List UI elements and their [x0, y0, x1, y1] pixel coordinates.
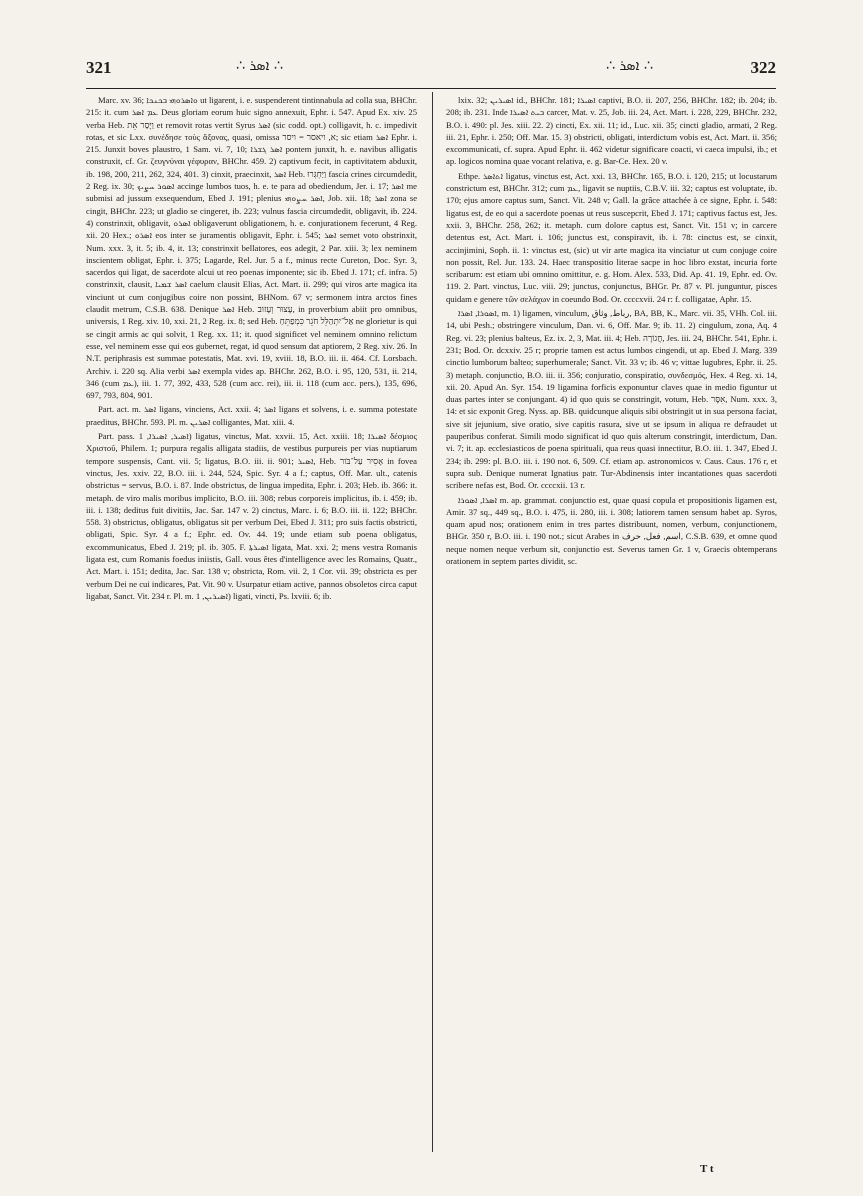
entry-paragraph: ܐܣܪܐ, ܐܣܘܪܐ m. ap. grammat. conjunctio est, quae quasi copula et propositionis ligamen est, Amir. 37 sq., 449 sq., B.O. i. 475, ii. 280, iii. i. 308; latiorem tamen sensum habet ap. Syros, quam apud nos; orationem enim in tres partes distribuunt, nomen, verbum, conjunctionem, BHGr. 350 r, B.O. iii. i. 190 not.; sicut Arabes in اسم, فعل, حرف, C.S.B. 639, et omne quod neque nomen neque verbum sit, conjunctio est. Severus tamen Gr. 1 v, Graecis obtemperans orationem in septem partes dividit, sc. — [446, 494, 777, 566]
header-rule — [86, 88, 776, 89]
entry-paragraph: Part. act. m. ܐܣܪ ligans, vinciens, Act. xxii. 4; ܐܣܪ ligans et solvens, i. e. summa potestate praeditus, BHChr. 593. Pl. m. ܐܣܪܝܢ colligantes, Mat. xiii. 4. — [86, 404, 417, 427]
column-divider — [432, 92, 433, 1152]
entry-paragraph: Part. pass. ܐܣܝܪ, ܐܣܝܪܐ, 1) ligatus, vinctus, Mat. xxvii. 15, Act. xxiii. 18; ܐܣܝܪܐ δέσμιος Χριστοῦ, Philem. 1; purpura regalis alligata stadiis, de vestibus purpureis per vias nuptiarum tempore suspensis, Cant. vii. 5; ligatus, B.O. iii. ii. 901; ܐܣܝܪ, Heb. אָסִיר עַל־בֹּור in fovea vinctus, Jes. xxiv. 22, B.O. iii. i. 244, 524, Spic. Syr. 4 a f.; captus, Off. Mar. ult., catenis obstrictus = servus, B.O. i. 87. Inde obstrictus, de lingua impedita, Ephr. i. 203; Heb. ib. 366: it. metaph. de viro malis moribus implicito, B.O. iii. 308; rebus corporeis implicitus, ib. i. 459; ib. iii. i. 138; deditus fuit divitiis, Jac. Sar. 147 v. 2) cinctus, Marc. i. 6; B.O. iii. ii. 122; BHChr. 558. 3) obstrictus, obligatus, obligatus sit per verbum Dei, Ebed J. 311; pro suis factis obstricti, obligati, Spic. Syr. 4 a f.; Ephr. ed. Ov. 44. 19; unde etiam sub poena obligatus, excommunicatus, Ebed J. 219; pl. ib. 305. F. ܐܣܝܪܬܐ ligata, Mat. xxi. 2; mens vestra Romanis ligata est, cum Romanis foedus iniistis, Gall. vous êtes d'intelligence avec les Romains, Quatr., Act. Mart. i. 151; dedita, Jac. Sar. 138 v; obstricta, Rom. vii. 2, 1 Cor. vii. 39; obstricta es per verbum Dei ne cui indicares, Pat. Vit. 90 v. Usurpatur etiam active, pannos obsoletos circa caput ligabat, Sanct. Vit. 234 r. Pl. m. ܐܣܝܪܝܢ, 1) ligati, vincti, Ps. lxviii. 6; ib. — [86, 431, 417, 601]
running-head-right: ∴ ܐܣܪ ∴ — [606, 58, 653, 74]
signature-mark: T t — [700, 1163, 714, 1175]
right-column — [446, 94, 777, 1169]
page-header — [86, 52, 776, 82]
entry-paragraph: lxix. 32; ܐܣܝܪܝܢ id., BHChr. 181; ܐܣܝܪܐ captivi, B.O. ii. 207, 256, BHChr. 182; ib. 204; ib. 208; ib. 231. Inde ܒܝܬ ܐܣܝܪܐ carcer, Mat. v. 25, Job. iii. 24, Act. Mart. i. 228, 229, BHChr. 232, B.O. i. 490: pl. Jes. xiii. 22. 2) cincti, Ex. xii. 11; id., Luc. xii. 35; cincti gladio, armati, 2 Reg. iii. 21, Ephr. i. 250; Off. Mar. 15. 3) obstricti, obligati, interdictum vobis est, Act. Mart. ii. 356; excommunicati, cf. supra. Apud Ephr. ii. 462 videtur significare coacti, vi caeca impulsi, ib.; et ap. logicos nomina quae vocant relativa, e. g. Bar-Ce. Hex. 20 v. — [446, 95, 777, 167]
entry-paragraph: Marc. xv. 36; ܘܐܣܪܘܗܝ ܒܟܢܟܐ ut ligarent, i. e. suspenderent tintinnabula ad colla sua, BHChr. 215: it. cum ܥܡ ܐܣܪ Deus gloriam eorum huic signo annexuit, Ephr. i. 547. Apud Ex. xiv. 25 verba Heb. וַיָּסַר אֵת et removit rotas vertit Syrus ܐܣܪ (sic codd. opt.) colligavit, h. c. impedivit rotas, et sic Lxx. συνέδησε τοὺς ἄξονας, quasi, omissa א, ויאסר = ויסר; sic etiam ܐܣܪ Ephr. i. 215. Junxit boves plaustro, 1 Sam. vi. 7, 10; ܐܣܪ ܓܫܪܐ pontem junxit, h. e. navibus alligatis construxit, cf. Gr. ζευγνύναι γέφυραν, BHChr. 459. 2) captivum fecit, in captivitatem abduxit, ib. 198, 200, 211, 262, 324, 401. 3) cinxit, praecinxit, ܐܣܪ Heb. וַיַּחְגְּרוּ fascia crines circumdedit, 2 Reg. ix. 30; ܐܣܘܪ ܚܨܝܟ accinge lumbos tuos, h. e. te para ad obediendum, Jer. i. 17; ܐܣܪ me submisi ad jussum exsequendum, Ebed J. 191; plenius ܐܣܪ ܚܨܘܗܝ, Job. xii. 18; ܐܣܪ zona se cingit, BHChr. 223; ut gladio se cingeret, ib. 223; vulnus fascia circumdedit, obligavit, ib. 224. 4) constrinxit, obligavit, ܐܣܪܘ obligaverunt obligationem, h. e. conjurationem fecerunt, 4 Reg. xii. 20 Hex.; ܐܣܪܘ eos inter se juramentis obligavit, Ephr. i. 545; ܐܣܪ semet voto obstrinxit, Num. xxx. 3, it. 5; ib. 4, it. 13; constrinxit bellatores, eos adegit, 2 Par. xiii. 3; lex neminem inscientem obligat, Ephr. i. 375; Lagarde, Rel. Jur. 5 a f., minus recte Cureton, Doc. Syr. 3, sacerdos qui ligat, de sacerdote alcui ut reo poenas imponente; sic ib. Ebed J. 171; cf. infra. 5) constrinxit, clausit, ܐܣܪ ܫܡܝܐ caelum clausit Elias, Act. Mart. ii. 299; qui viros arte magica ita vinciunt ut cum conjugibus coire non possint, BHNom. 67 v; sermonem intra arctos fines claudit metrum, C.S.B. 638. Denique ܐܣܪ Heb. עָצוּר וְעָזוּב, in proverbium abiit pro omnibus, universis, 1 Reg. xiv. 10, xxi. 21, 2 Reg. ix. 8; sed Heb. אַל־יִתְהַלֵּל חֹגֵר כִּמְפַתֵּחַ ne glorietur is qui se cingit armis ac qui solvit, 1 Reg. xx. 11; it. quod significet vel neminem omnino relictum esse, vel neminem esse qui eos gubernet, regat, id quod sensum dat aptiorem, 2 Reg. xiv. 26. In N.T. periphrasis est summae potestatis, Mat. xvi. 19, xviii. 18, B.O. iii. ii. 464. Cf. Lorsbach. Archiv. i. 220 sq. Alia verbi ܐܣܪ exempla vides ap. BHChr. 262, B.O. i. 95, 120, 531, ii. 214, 346 (cum ܥܡ), iii. 1. 77, 392, 433, 528 (cum acc. rei), iii. ii. 118 (cum acc. pers.), 135, 696, 697, 793, 804, 901. — [86, 95, 417, 401]
left-page-number: 321 — [86, 58, 112, 77]
entry-paragraph: ܐܣܘܪܐ, ܐܣܪܐ, m. 1) ligamen, vinculum, رباط, وثاق, BA, BB, K., Marc. vii. 35, VHh. Col. iii. 14, ubi Pesh.; obstringere vinculum, Dan. vi. 6, Off. Mar. 9; ib. 11. 2) cingulum, zona, Aq. 4 Reg. vi. 23; plenius balteus, Ez. ix. 2, 3, Mat. iii. 4; Heb. חֲגוֹרָה, Jes. iii. 24, BHChr. 541, Ephr. i. 231; Bod. Or. dcxxiv. 25 r; proprie tamen est actus lumbos cingendi, ut ap. Ebed J. Marg. 339 cinctio lumborum balteo; superhumerale; Sanct. Vit. 33 v; ib. 46 v; vittae lugubres, Ephr. ii. 25. 3) metaph. conjunctio, B.O. iii. ii. 356; conjuratio, conspiratio, συνδεσμός, Hex. 4 Reg. xi. 14, xii. 20. Apud An. Syr. 154. 19 ligamina forficis exponuntur claves quae in medio figuntur ut duas partes inter se conjungant. 4) id quo quis se constringit, votum, Heb. אִסָּר, Num. xxx. 3, 14: et sic exponit Greg. Nyss. ap. BB. quidcunque aliquis sibi obstringit ut in sua persona faciat, sive sit jejunium, sive oratio, sive capitis rasura, sive ut se ipsum in aliqua re defraudet ut pauperibus conferat. Simili modo significat id quo quis alterum constringit, interdictum, Dan. vi. 7; it. ap. ecclesiasticos de poena spirituali, qua reus quasi innectitur, B.O. iii. 1. 347, Ebed J. 234; ib. 299: pl. B.O. iii. i. 190 not. 6, 509. Cf. etiam ap. astronomicos v. Caus. Caus. 176 r, et supra sub. Denique numerat Ignatius patr. Tur-Abdinensis inter incantationes quas sacerdoti scribere nefas est, Bod. Or. ccccxii. 13 r. — [446, 308, 777, 491]
running-head-left: ∴ ܐܣܪ ∴ — [236, 58, 283, 74]
entry-paragraph: Ethpe. ܐܬܐܣܪ ligatus, vinctus est, Act. xxi. 13, BHChr. 165, B.O. i. 120, 215; ut locustarum constrictum est, BHChr. 312; cum ܥܡ, ligavit se nuptiis, C.B.V. iii. 32; captus est voluptate, ib. 170; ejus amore captus sum, Sanct. Vit. 248 v; Gall. la grâce attachée à ce signe, Ephr. i. 548: ligatus est, de eo qui a sacerdote poenas ut reus suscepcrit, Ebed J. 171; captivus factus est, Jes. xxii. 3, BHChr. 258, 262; it. metaph. cum dolore captus est, Sanct. Vit. 151 v; in carcere detentus est, Act. Mart. i. 106; junctus est, conspiravit, ib. i. 78: cinctus est, se cinxit, accinjimini, Soph. ii. 1: vinctus est, (sic) ut vir arte magica ita vinciatur ut cum conjuge coire non possit, Rel. Jur. 133. 24. Haec transpositio literae sacpe in hoc libro exstat, incuria forte scribarum: est etiam ubi omnino omittitur, e. g. Hom. Alex. 533, Did. Ap. 41. 19, Ephr. ed. Ov. 119. 2. Part. vinctus, Luc. viii. 29; junctus, conjunctus, BHGr. Pr. 87 v. Pl. junguntur, pisces quidam e genere τῶν σελάχων in coeundo Bod. Or. ccccxvii. 24 r: f. colligatae, Aphr. 15. — [446, 170, 777, 304]
right-page-number: 322 — [750, 58, 776, 77]
left-column — [86, 94, 417, 1169]
